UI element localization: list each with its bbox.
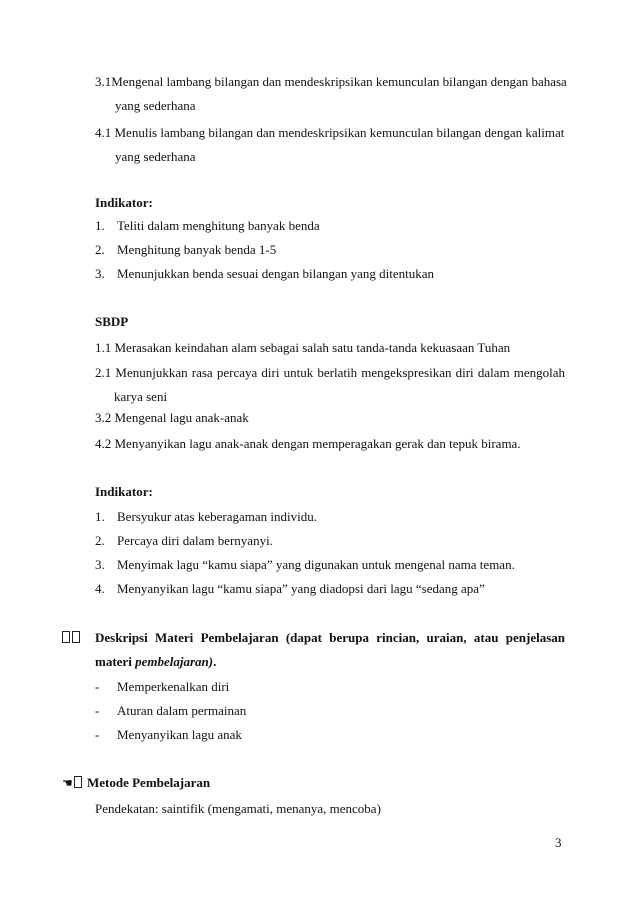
- dash-bullet: -: [95, 703, 100, 718]
- list-number: 2.: [95, 242, 105, 257]
- deskripsi-item: [95, 727, 242, 743]
- kd-3-1-line1: 3.1Mengenal lambang bilangan dan mendeskripsikan kemunculan bilangan dengan bahasa: [95, 74, 567, 89]
- indikator-2-item: [95, 533, 273, 549]
- deskripsi-heading-line1: Deskripsi Materi Pembelajaran (dapat berupa rincian, uraian, atau penjelasan: [95, 630, 565, 645]
- kd-4-1-line1: 4.1 Menulis lambang bilangan dan mendeskripsikan kemunculan bilangan dengan kalimat: [95, 125, 565, 140]
- list-text: Menghitung banyak benda 1-5: [117, 242, 277, 257]
- list-number: 3.: [95, 266, 105, 281]
- kd-4-1-line2: yang sederhana: [115, 149, 196, 164]
- metode-text: Pendekatan: saintifik (mengamati, menanya, mencoba): [95, 801, 381, 816]
- page-number: 3: [555, 835, 562, 850]
- indikator-1-item: [95, 266, 434, 282]
- sbdp-heading: SBDP: [95, 314, 129, 329]
- indikator-2-heading: Indikator:: [95, 484, 153, 499]
- list-text: Menyanyikan lagu anak: [117, 727, 242, 742]
- sbdp-kd-3-2: 3.2 Mengenal lagu anak-anak: [95, 410, 249, 425]
- sbdp-kd-2-1: 2.1 Menunjukkan rasa percaya diri untuk berlatih mengekspresikan diri dalam mengolah: [95, 365, 565, 380]
- indikator-2-item: [95, 509, 317, 525]
- deskripsi-line2-italic: pembelajaran): [135, 654, 214, 669]
- sbdp-kd-1-1: 1.1 Merasakan keindahan alam sebagai salah satu tanda-tanda kekuasaan Tuhan: [95, 340, 511, 355]
- dash-bullet: -: [95, 679, 100, 694]
- list-number: 1.: [95, 218, 105, 233]
- deskripsi-item: [95, 703, 246, 719]
- indikator-1-item: [95, 218, 320, 234]
- list-text: Teliti dalam menghitung banyak benda: [117, 218, 320, 233]
- missing-glyph-bullet-icon: [62, 630, 82, 646]
- indikator-2-item: [95, 557, 515, 573]
- list-number: 1.: [95, 509, 105, 524]
- deskripsi-line2-c: .: [213, 654, 217, 669]
- list-text: Menyimak lagu “kamu siapa” yang digunakan untuk mengenal nama teman.: [117, 557, 515, 572]
- list-text: Menunjukkan benda sesuai dengan bilangan yang ditentukan: [117, 266, 434, 281]
- list-text: Aturan dalam permainan: [117, 703, 247, 718]
- list-number: 2.: [95, 533, 105, 548]
- deskripsi-line2-a: materi: [95, 654, 136, 669]
- dash-bullet: -: [95, 727, 100, 742]
- kd-3-1-line2: yang sederhana: [115, 98, 196, 113]
- deskripsi-item: [95, 679, 229, 695]
- pointing-hand-icon: ☚: [62, 775, 84, 791]
- indikator-1-heading: Indikator:: [95, 195, 153, 210]
- list-number: 4.: [95, 581, 105, 596]
- list-text: Percaya diri dalam bernyanyi.: [117, 533, 273, 548]
- indikator-1-item: [95, 242, 276, 258]
- deskripsi-heading-line2: [95, 654, 216, 670]
- list-text: Memperkenalkan diri: [117, 679, 230, 694]
- sbdp-kd-4-2: 4.2 Menyanyikan lagu anak-anak dengan memperagakan gerak dan tepuk birama.: [95, 436, 521, 451]
- sbdp-kd-2-1-cont: karya seni: [114, 389, 168, 404]
- list-text: Bersyukur atas keberagaman individu.: [117, 509, 317, 524]
- list-text: Menyanyikan lagu “kamu siapa” yang diadopsi dari lagu “sedang apa”: [117, 581, 485, 596]
- list-number: 3.: [95, 557, 105, 572]
- metode-heading: Metode Pembelajaran: [87, 775, 211, 790]
- indikator-2-item: [95, 581, 485, 597]
